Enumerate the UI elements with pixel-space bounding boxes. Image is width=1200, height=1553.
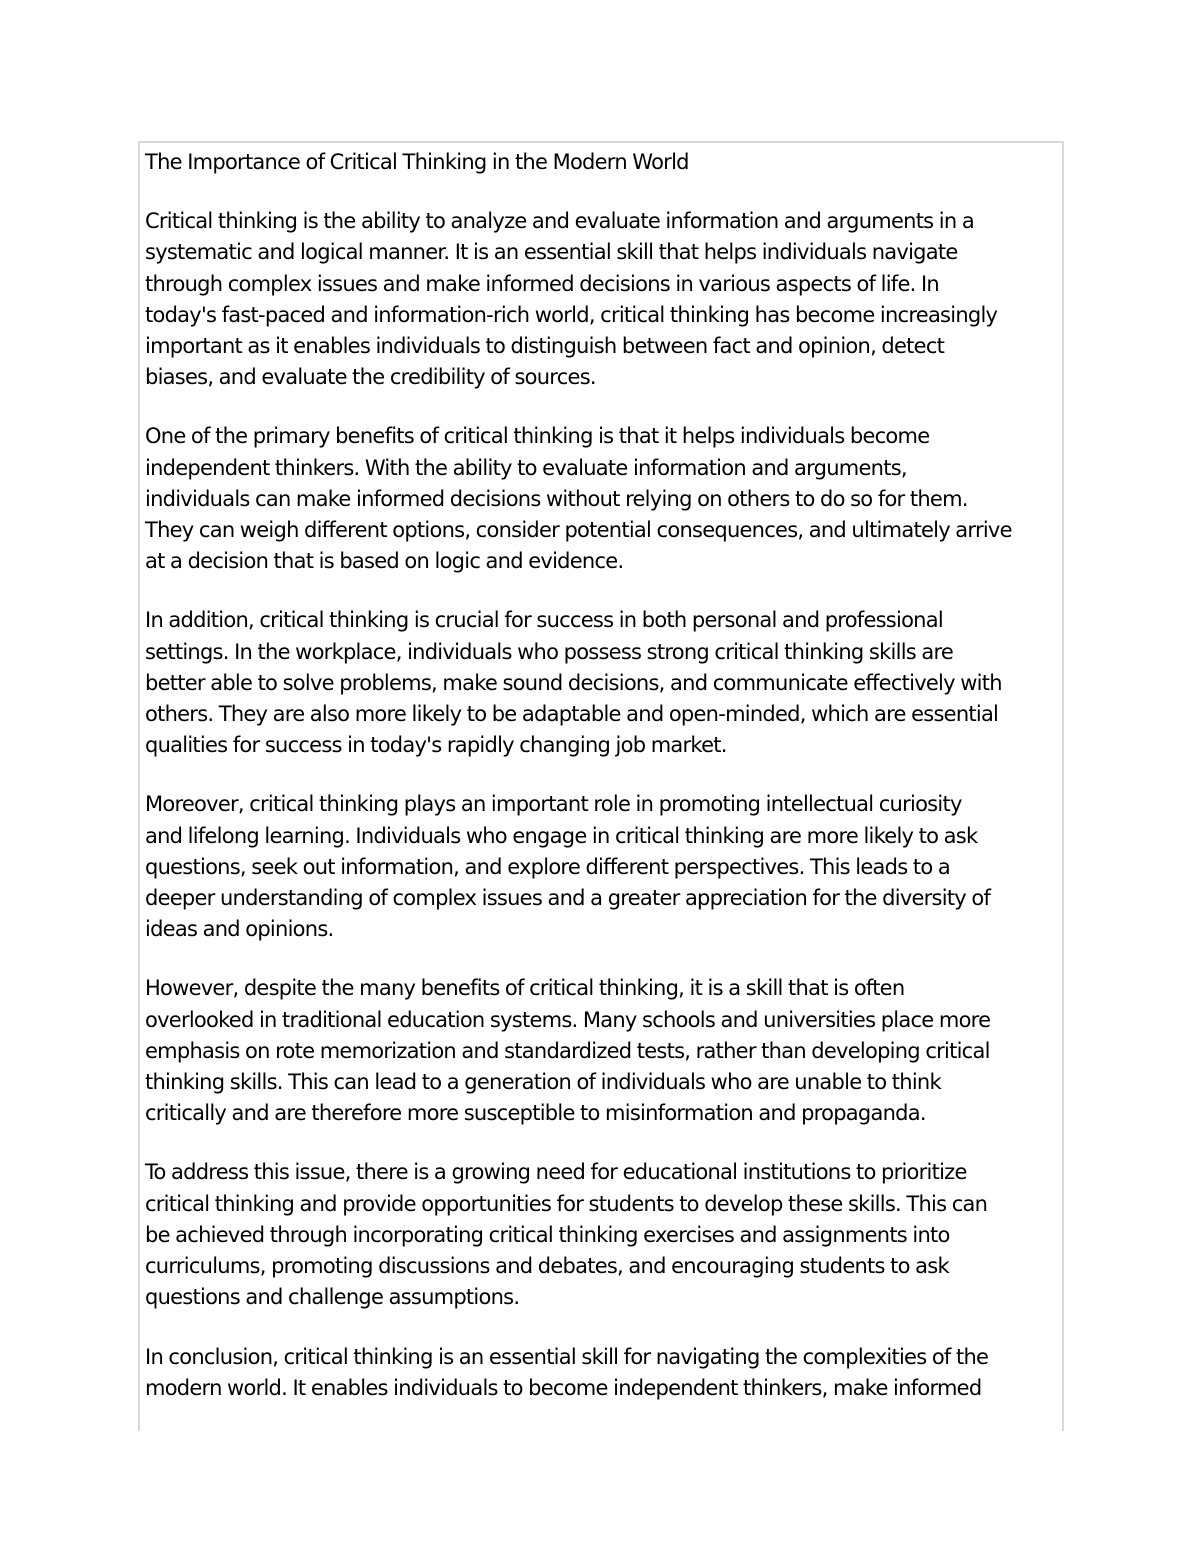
paragraph-5: However, despite the many benefits of critical thinking, it is a skill that is often overlooked in traditional education systems. Many schools and universities place more emphasis on rote memorization and standardized tests, rather than developing critical thinking skills. This can lead to a generation of individuals who are unable to think critically and are therefore more susceptible to misinformation and propaganda. bbox=[145, 976, 991, 1126]
paragraph-2: One of the primary benefits of critical thinking is that it helps individuals become independent thinkers. With the ability to evaluate information and arguments, individuals can make informed decisions without relying on others to do so for them. They can weigh different options, consider potential consequences, and ultimately arrive at a decision that is based on logic and evidence. bbox=[145, 424, 1012, 574]
paragraph-7: In conclusion, critical thinking is an essential skill for navigating the complexities of the modern world. It enables individuals to become independent thinkers, make informed bbox=[145, 1344, 989, 1400]
paragraph-3: In addition, critical thinking is crucial for success in both personal and professional settings. In the workplace, individuals who possess strong critical thinking skills are better able to solve problems, make sound decisions, and communicate effectively with others. They are also more likely to be adaptable and open-minded, which are essential qualities for success in today's rapidly changing job market. bbox=[145, 608, 1002, 758]
paragraph-1: Critical thinking is the ability to analyze and evaluate information and arguments in a systematic and logical manner. It is an essential skill that helps individuals navigate through complex issues and make informed decisions in various aspects of life. In today's fast-paced and information-rich world, critical thinking has become increasingly important as it enables individuals to distinguish between fact and opinion, detect biases, and evaluate the credibility of sources. bbox=[145, 209, 998, 390]
document-text-box bbox=[138, 141, 1064, 1431]
paragraph-6: To address this issue, there is a growing need for educational institutions to prioritize critical thinking and provide opportunities for students to develop these skills. This can be achieved through incorporating critical thinking exercises and assignments into curriculums, promoting discussions and debates, and encouraging students to ask questions and challenge assumptions. bbox=[145, 1160, 988, 1310]
paragraph-4: Moreover, critical thinking plays an important role in promoting intellectual curiosity and lifelong learning. Individuals who engage in critical thinking are more likely to ask questions, seek out information, and explore different perspectives. This leads to a deeper understanding of complex issues and a greater appreciation for the diversity of ideas and opinions. bbox=[145, 792, 991, 942]
document-title: The Importance of Critical Thinking in the Modern World bbox=[145, 150, 689, 174]
